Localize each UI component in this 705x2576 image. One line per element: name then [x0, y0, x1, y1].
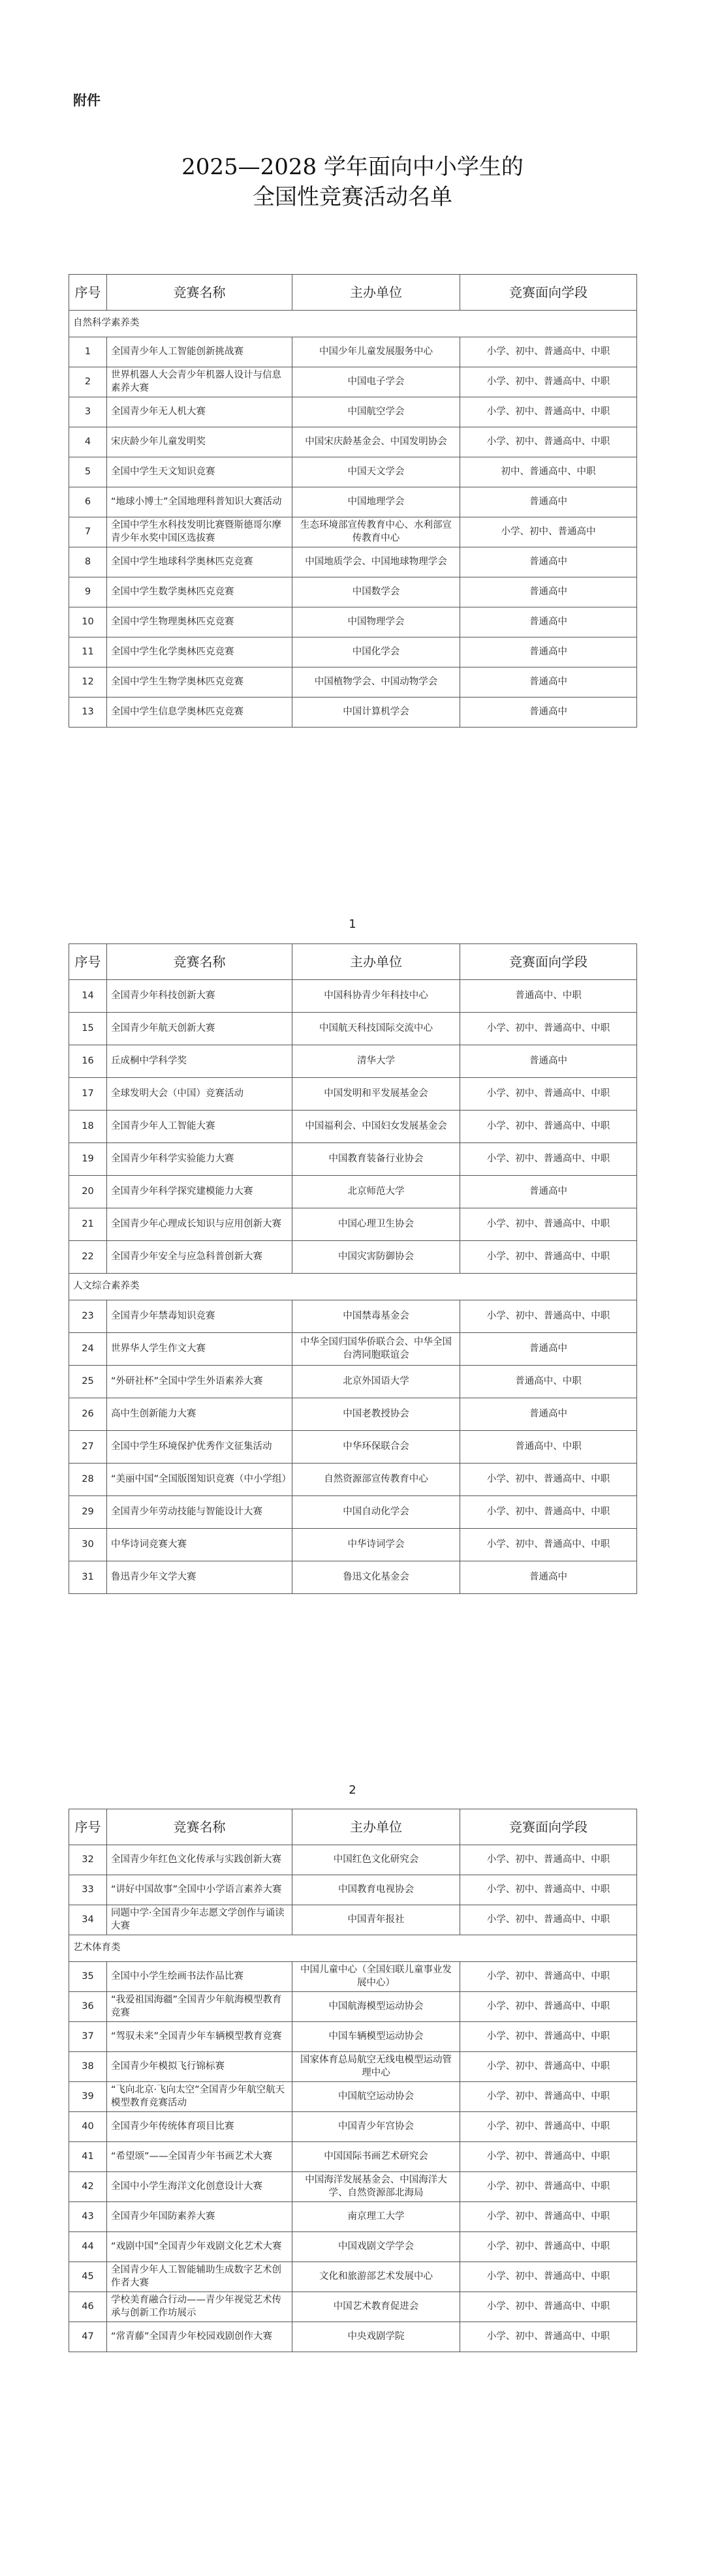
organizer: 中国青年报社 [292, 1905, 460, 1935]
organizer: 中国老教授协会 [292, 1398, 460, 1431]
school-stage: 小学、初中、普通高中、中职 [460, 1300, 637, 1333]
school-stage: 普通高中 [460, 1398, 637, 1431]
row-number: 18 [69, 1111, 107, 1143]
school-stage: 普通高中 [460, 577, 637, 607]
school-stage: 普通高中 [460, 667, 637, 698]
header-name: 竞赛名称 [107, 1809, 292, 1845]
organizer: 中国艺术教育促进会 [292, 2292, 460, 2322]
school-stage: 普通高中 [460, 637, 637, 667]
row-number: 8 [69, 547, 107, 577]
organizer: 中国天文学会 [292, 457, 460, 487]
competition-name: 全国中学生环境保护优秀作文征集活动 [107, 1431, 292, 1464]
competition-name: 同题中学·全国青少年志愿文学创作与诵读大赛 [107, 1905, 292, 1935]
table-row [69, 1398, 637, 1431]
competition-name: 全国中学生天文知识竞赛 [107, 457, 292, 487]
competition-name: 全国青少年劳动技能与智能设计大赛 [107, 1496, 292, 1529]
organizer: 中国灾害防御协会 [292, 1241, 460, 1274]
competition-name: 全国中学生物理奥林匹克竞赛 [107, 607, 292, 637]
row-number: 3 [69, 397, 107, 427]
organizer: 中国儿童中心（全国妇联儿童事业发展中心） [292, 1962, 460, 1992]
school-stage: 小学、初中、普通高中、中职 [460, 1111, 637, 1143]
table-row [69, 427, 637, 457]
school-stage: 普通高中 [460, 1333, 637, 1366]
competition-name: 全国青少年红色文化传承与实践创新大赛 [107, 1845, 292, 1875]
category-row [69, 311, 637, 337]
table-row [69, 1464, 637, 1496]
school-stage: 小学、初中、普通高中、中职 [460, 1241, 637, 1274]
table-row [69, 1045, 637, 1078]
school-stage: 小学、初中、普通高中、中职 [460, 1464, 637, 1496]
table-row [69, 367, 637, 397]
header-organizer: 主办单位 [292, 944, 460, 980]
school-stage: 小学、初中、普通高中、中职 [460, 1875, 637, 1905]
table-row [69, 1845, 637, 1875]
school-stage: 小学、初中、普通高中、中职 [460, 427, 637, 457]
header-stage: 竞赛面向学段 [460, 275, 637, 311]
row-number: 2 [69, 367, 107, 397]
table-row [69, 637, 637, 667]
table-row [69, 2082, 637, 2112]
organizer: 中国宋庆龄基金会、中国发明协会 [292, 427, 460, 457]
organizer: 清华大学 [292, 1045, 460, 1078]
organizer: 中国禁毒基金会 [292, 1300, 460, 1333]
row-number: 31 [69, 1561, 107, 1594]
row-number: 35 [69, 1962, 107, 1992]
school-stage: 小学、初中、普通高中、中职 [460, 2052, 637, 2082]
competition-name: “地球小博士”全国地理科普知识大赛活动 [107, 487, 292, 517]
school-stage: 小学、初中、普通高中、中职 [460, 2112, 637, 2142]
school-stage: 小学、初中、普通高中、中职 [460, 2202, 637, 2232]
school-stage: 小学、初中、普通高中、中职 [460, 2142, 637, 2172]
competition-name: 全国青少年禁毒知识竞赛 [107, 1300, 292, 1333]
row-number: 5 [69, 457, 107, 487]
organizer: 中国化学会 [292, 637, 460, 667]
competition-name: 宋庆龄少年儿童发明奖 [107, 427, 292, 457]
row-number: 46 [69, 2292, 107, 2322]
school-stage: 小学、初中、普通高中、中职 [460, 1078, 637, 1111]
competition-name: 全国青少年无人机大赛 [107, 397, 292, 427]
table-row [69, 2052, 637, 2082]
competition-name: 全国中学生生物学奥林匹克竞赛 [107, 667, 292, 698]
competition-name: “外研社杯”全国中学生外语素养大赛 [107, 1366, 292, 1398]
school-stage: 小学、初中、普通高中、中职 [460, 367, 637, 397]
competition-name: 全国中小学生海洋文化创意设计大赛 [107, 2172, 292, 2202]
competition-name: 全国中学生信息学奥林匹克竞赛 [107, 698, 292, 728]
competition-name: “飞向北京·飞向太空”全国青少年航空航天模型教育竞赛活动 [107, 2082, 292, 2112]
competition-table-page2 [69, 943, 637, 1594]
school-stage: 普通高中 [460, 1176, 637, 1208]
competition-name: 全国青少年科技创新大赛 [107, 980, 292, 1013]
competition-name: 高中生创新能力大赛 [107, 1398, 292, 1431]
table-row [69, 547, 637, 577]
organizer: 中国车辆模型运动协会 [292, 2022, 460, 2052]
row-number: 19 [69, 1143, 107, 1176]
competition-name: 全国中学生水科技发明比赛暨斯德哥尔摩青少年水奖中国区选拔赛 [107, 517, 292, 547]
organizer: 自然资源部宣传教育中心 [292, 1464, 460, 1496]
competition-name: 全国青少年国防素养大赛 [107, 2202, 292, 2232]
competition-name: “我爱祖国海疆”全国青少年航海模型教育竞赛 [107, 1992, 292, 2022]
school-stage: 小学、初中、普通高中 [460, 517, 637, 547]
row-number: 36 [69, 1992, 107, 2022]
organizer: 中国物理学会 [292, 607, 460, 637]
table-row [69, 1962, 637, 1992]
organizer: 生态环境部宣传教育中心、水利部宣传教育中心 [292, 517, 460, 547]
row-number: 33 [69, 1875, 107, 1905]
school-stage: 小学、初中、普通高中、中职 [460, 337, 637, 367]
organizer: 中国青少年宫协会 [292, 2112, 460, 2142]
category-row [69, 1935, 637, 1962]
competition-name: 鲁迅青少年文学大赛 [107, 1561, 292, 1594]
competition-name: 全国青少年心理成长知识与应用创新大赛 [107, 1208, 292, 1241]
row-number: 21 [69, 1208, 107, 1241]
row-number: 6 [69, 487, 107, 517]
competition-name: 丘成桐中学科学奖 [107, 1045, 292, 1078]
competition-name: 全球发明大会（中国）竞赛活动 [107, 1078, 292, 1111]
row-number: 29 [69, 1496, 107, 1529]
organizer: 中国电子学会 [292, 367, 460, 397]
organizer: 文化和旅游部艺术发展中心 [292, 2262, 460, 2292]
header-stage: 竞赛面向学段 [460, 1809, 637, 1845]
competition-name: 全国中学生地球科学奥林匹克竞赛 [107, 547, 292, 577]
row-number: 15 [69, 1013, 107, 1045]
school-stage: 小学、初中、普通高中、中职 [460, 1496, 637, 1529]
document-title-line1: 2025—2028 学年面向中小学生的 [181, 154, 524, 180]
row-number: 37 [69, 2022, 107, 2052]
table-row [69, 1241, 637, 1274]
row-number: 1 [69, 337, 107, 367]
organizer: 中国植物学会、中国动物学会 [292, 667, 460, 698]
table-row [69, 397, 637, 427]
organizer: 中国数学会 [292, 577, 460, 607]
table-row [69, 2142, 637, 2172]
header-no: 序号 [69, 1809, 107, 1845]
header-name: 竞赛名称 [107, 275, 292, 311]
table-row [69, 2112, 637, 2142]
school-stage: 小学、初中、普通高中、中职 [460, 1962, 637, 1992]
organizer: 中国心理卫生协会 [292, 1208, 460, 1241]
category-label: 艺术体育类 [69, 1935, 637, 1962]
organizer: 中国福利会、中国妇女发展基金会 [292, 1111, 460, 1143]
organizer: 北京外国语大学 [292, 1366, 460, 1398]
organizer: 中国地理学会 [292, 487, 460, 517]
table-row [69, 2262, 637, 2292]
row-number: 27 [69, 1431, 107, 1464]
header-no: 序号 [69, 275, 107, 311]
competition-name: 全国青少年人工智能辅助生成数字艺术创作者大赛 [107, 2262, 292, 2292]
table-row [69, 1013, 637, 1045]
table-row [69, 1176, 637, 1208]
row-number: 45 [69, 2262, 107, 2292]
row-number: 40 [69, 2112, 107, 2142]
competition-name: “驾驭未来”全国青少年车辆模型教育竞赛 [107, 2022, 292, 2052]
competition-name: 全国青少年航天创新大赛 [107, 1013, 292, 1045]
row-number: 43 [69, 2202, 107, 2232]
header-name: 竞赛名称 [107, 944, 292, 980]
competition-name: 全国中学生数学奥林匹克竞赛 [107, 577, 292, 607]
row-number: 39 [69, 2082, 107, 2112]
organizer: 中国航天科技国际交流中心 [292, 1013, 460, 1045]
table-row [69, 2322, 637, 2352]
organizer: 中国戏剧文学学会 [292, 2232, 460, 2262]
table-row [69, 1496, 637, 1529]
school-stage: 小学、初中、普通高中、中职 [460, 1992, 637, 2022]
organizer: 中华全国归国华侨联合会、中华全国台湾同胞联谊会 [292, 1333, 460, 1366]
page-number: 1 [349, 917, 356, 931]
competition-table-page1 [69, 274, 637, 728]
organizer: 中国发明和平发展基金会 [292, 1078, 460, 1111]
organizer: 中国自动化学会 [292, 1496, 460, 1529]
school-stage: 普通高中 [460, 1561, 637, 1594]
organizer: 北京师范大学 [292, 1176, 460, 1208]
row-number: 11 [69, 637, 107, 667]
table-header-row [69, 944, 637, 980]
competition-name: “戏剧中国”全国青少年戏剧文化艺术大赛 [107, 2232, 292, 2262]
row-number: 28 [69, 1464, 107, 1496]
competition-name: 全国中学生化学奥林匹克竞赛 [107, 637, 292, 667]
row-number: 4 [69, 427, 107, 457]
organizer: 中国航空运动协会 [292, 2082, 460, 2112]
organizer: 中国国际书画艺术研究会 [292, 2142, 460, 2172]
organizer: 中华诗词学会 [292, 1529, 460, 1561]
row-number: 24 [69, 1333, 107, 1366]
row-number: 47 [69, 2322, 107, 2352]
row-number: 12 [69, 667, 107, 698]
organizer: 中国少年儿童发展服务中心 [292, 337, 460, 367]
organizer: 鲁迅文化基金会 [292, 1561, 460, 1594]
table-row [69, 2202, 637, 2232]
attachment-label: 附件 [73, 93, 101, 108]
table-row [69, 337, 637, 367]
school-stage: 小学、初中、普通高中、中职 [460, 2262, 637, 2292]
school-stage: 普通高中 [460, 487, 637, 517]
school-stage: 小学、初中、普通高中、中职 [460, 1905, 637, 1935]
school-stage: 普通高中 [460, 1045, 637, 1078]
school-stage: 普通高中、中职 [460, 1431, 637, 1464]
school-stage: 小学、初中、普通高中、中职 [460, 397, 637, 427]
competition-name: 学校美育融合行动——青少年视觉艺术传承与创新工作坊展示 [107, 2292, 292, 2322]
organizer: 中国教育电视协会 [292, 1875, 460, 1905]
school-stage: 小学、初中、普通高中、中职 [460, 2172, 637, 2202]
competition-name: 全国青少年传统体育项目比赛 [107, 2112, 292, 2142]
row-number: 23 [69, 1300, 107, 1333]
table-row [69, 1529, 637, 1561]
organizer: 中央戏剧学院 [292, 2322, 460, 2352]
competition-name: 全国青少年科学探究建模能力大赛 [107, 1176, 292, 1208]
page-number: 2 [349, 1783, 356, 1797]
school-stage: 小学、初中、普通高中、中职 [460, 2022, 637, 2052]
table-row [69, 457, 637, 487]
row-number: 30 [69, 1529, 107, 1561]
competition-name: “讲好中国故事”全国中小学语言素养大赛 [107, 1875, 292, 1905]
school-stage: 小学、初中、普通高中、中职 [460, 1208, 637, 1241]
table-row [69, 1366, 637, 1398]
row-number: 16 [69, 1045, 107, 1078]
competition-name: 全国青少年安全与应急科普创新大赛 [107, 1241, 292, 1274]
competition-name: 世界机器人大会青少年机器人设计与信息素养大赛 [107, 367, 292, 397]
organizer: 中国科协青少年科技中心 [292, 980, 460, 1013]
school-stage: 小学、初中、普通高中、中职 [460, 2292, 637, 2322]
competition-name: 全国青少年人工智能大赛 [107, 1111, 292, 1143]
school-stage: 小学、初中、普通高中、中职 [460, 1143, 637, 1176]
school-stage: 初中、普通高中、中职 [460, 457, 637, 487]
row-number: 44 [69, 2232, 107, 2262]
row-number: 26 [69, 1398, 107, 1431]
organizer: 中国红色文化研究会 [292, 1845, 460, 1875]
row-number: 41 [69, 2142, 107, 2172]
table-row [69, 2232, 637, 2262]
row-number: 34 [69, 1905, 107, 1935]
category-label: 自然科学素养类 [69, 311, 637, 337]
organizer: 中国地质学会、中国地球物理学会 [292, 547, 460, 577]
school-stage: 普通高中、中职 [460, 1366, 637, 1398]
competition-name: “常青藤”全国青少年校园戏剧创作大赛 [107, 2322, 292, 2352]
table-row [69, 1905, 637, 1935]
competition-name: 全国中小学生绘画书法作品比赛 [107, 1962, 292, 1992]
table-row [69, 577, 637, 607]
table-row [69, 980, 637, 1013]
school-stage: 小学、初中、普通高中、中职 [460, 2232, 637, 2262]
table-row [69, 1992, 637, 2022]
row-number: 38 [69, 2052, 107, 2082]
organizer: 国家体育总局航空无线电模型运动管理中心 [292, 2052, 460, 2082]
table-row [69, 1300, 637, 1333]
category-label: 人文综合素养类 [69, 1274, 637, 1300]
table-row [69, 2022, 637, 2052]
header-stage: 竞赛面向学段 [460, 944, 637, 980]
table-header-row [69, 275, 637, 311]
table-row [69, 2292, 637, 2322]
competition-name: “希望颂”——全国青少年书画艺术大赛 [107, 2142, 292, 2172]
school-stage: 普通高中 [460, 607, 637, 637]
table-row [69, 1333, 637, 1366]
row-number: 20 [69, 1176, 107, 1208]
school-stage: 普通高中 [460, 547, 637, 577]
table-row [69, 1111, 637, 1143]
row-number: 22 [69, 1241, 107, 1274]
competition-name: “美丽中国”全国版图知识竞赛（中小学组） [107, 1464, 292, 1496]
row-number: 17 [69, 1078, 107, 1111]
school-stage: 普通高中、中职 [460, 980, 637, 1013]
row-number: 7 [69, 517, 107, 547]
row-number: 10 [69, 607, 107, 637]
competition-name: 全国青少年模拟飞行锦标赛 [107, 2052, 292, 2082]
table-row [69, 1208, 637, 1241]
row-number: 13 [69, 698, 107, 728]
organizer: 中国航空学会 [292, 397, 460, 427]
organizer: 中国航海模型运动协会 [292, 1992, 460, 2022]
table-row [69, 487, 637, 517]
row-number: 32 [69, 1845, 107, 1875]
competition-name: 全国青少年人工智能创新挑战赛 [107, 337, 292, 367]
table-row [69, 517, 637, 547]
document-title-line2: 全国性竞赛活动名单 [253, 184, 452, 210]
table-row [69, 607, 637, 637]
row-number: 14 [69, 980, 107, 1013]
table-row [69, 2172, 637, 2202]
table-row [69, 1431, 637, 1464]
organizer: 中国教育装备行业协会 [292, 1143, 460, 1176]
school-stage: 小学、初中、普通高中、中职 [460, 1013, 637, 1045]
table-row [69, 698, 637, 728]
table-row [69, 1078, 637, 1111]
competition-name: 全国青少年科学实验能力大赛 [107, 1143, 292, 1176]
competition-name: 世界华人学生作文大赛 [107, 1333, 292, 1366]
organizer: 南京理工大学 [292, 2202, 460, 2232]
competition-name: 中华诗词竞赛大赛 [107, 1529, 292, 1561]
header-organizer: 主办单位 [292, 275, 460, 311]
table-header-row [69, 1809, 637, 1845]
row-number: 25 [69, 1366, 107, 1398]
header-no: 序号 [69, 944, 107, 980]
school-stage: 小学、初中、普通高中、中职 [460, 2322, 637, 2352]
table-row [69, 1875, 637, 1905]
table-row [69, 667, 637, 698]
organizer: 中华环保联合会 [292, 1431, 460, 1464]
school-stage: 普通高中 [460, 698, 637, 728]
competition-table-page3 [69, 1809, 637, 2352]
row-number: 42 [69, 2172, 107, 2202]
organizer: 中国计算机学会 [292, 698, 460, 728]
table-row [69, 1143, 637, 1176]
category-row [69, 1274, 637, 1300]
school-stage: 小学、初中、普通高中、中职 [460, 2082, 637, 2112]
organizer: 中国海洋发展基金会、中国海洋大学、自然资源部北海局 [292, 2172, 460, 2202]
school-stage: 小学、初中、普通高中、中职 [460, 1529, 637, 1561]
row-number: 9 [69, 577, 107, 607]
school-stage: 小学、初中、普通高中、中职 [460, 1845, 637, 1875]
table-row [69, 1561, 637, 1594]
header-organizer: 主办单位 [292, 1809, 460, 1845]
